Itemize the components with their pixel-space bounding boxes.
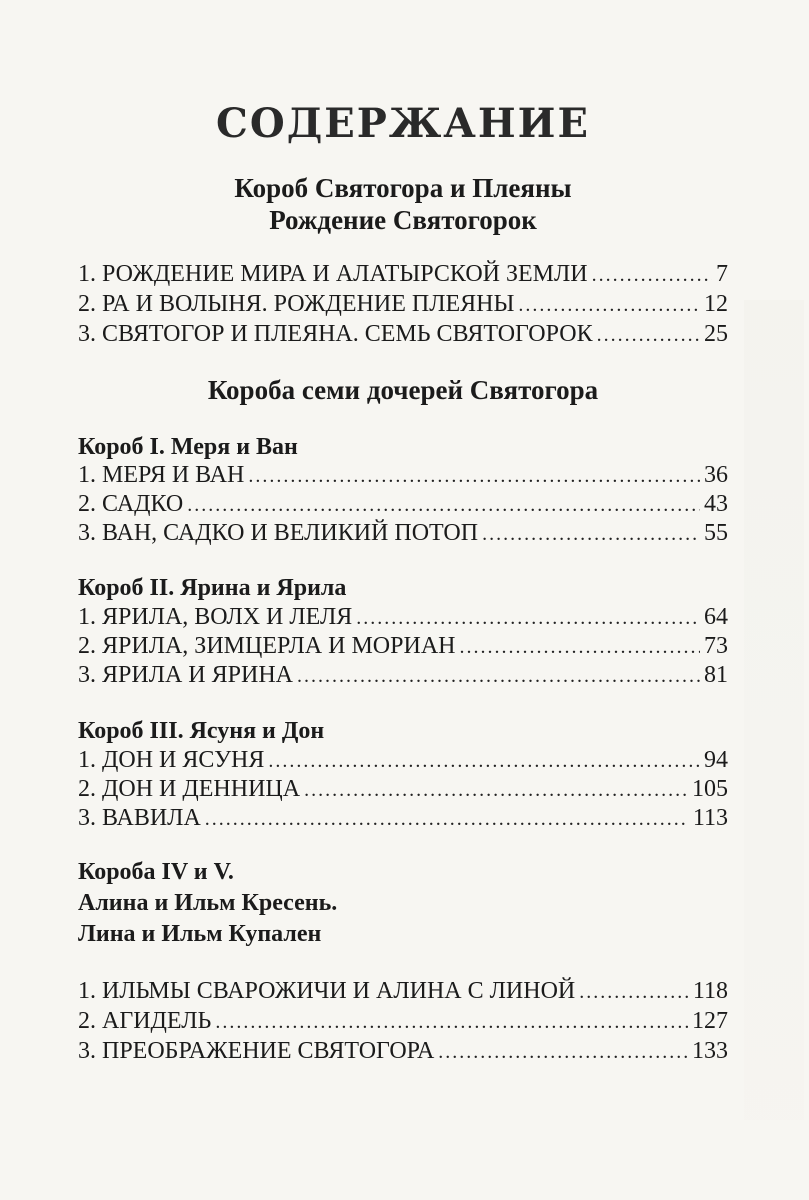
entry-title: ВАВИЛА [102, 805, 201, 831]
entry-number: 3. [78, 520, 96, 546]
entry-number: 2. [78, 776, 96, 802]
box-title: Короб III. Ясуня и Дон [78, 718, 325, 744]
entry-number: 3. [78, 662, 96, 688]
entry-title: ВАН, САДКО И ВЕЛИКИЙ ПОТОП [102, 520, 479, 546]
toc-page [78, 0, 728, 1200]
entry-page: 113 [692, 805, 728, 831]
toc-entry[interactable] [78, 803, 728, 833]
entry-title: ИЛЬМЫ СВАРОЖИЧИ И АЛИНА С ЛИНОЙ [102, 978, 576, 1004]
box-title: Короб II. Ярина и Ярила [78, 575, 347, 601]
entry-title: ДОН И ЯСУНЯ [102, 747, 265, 773]
entry-number: 2. [78, 291, 96, 317]
entry-page: 127 [692, 1008, 728, 1034]
box-title: Короб I. Меря и Ван [78, 434, 298, 460]
toc-entry[interactable] [78, 1006, 728, 1036]
dot-leader [579, 977, 689, 1007]
entry-title: СВЯТОГОР И ПЛЕЯНА. СЕМЬ СВЯТОГОРОК [102, 321, 593, 347]
entry-number: 3. [78, 1038, 96, 1064]
entry-number: 3. [78, 321, 96, 347]
toc-entry[interactable] [78, 774, 728, 804]
toc-entry[interactable] [78, 460, 728, 490]
entry-title: АГИДЕЛЬ [102, 1008, 212, 1034]
box-title-line-3: Лина и Ильм Купален [78, 921, 322, 947]
entry-title: ЯРИЛА, ЗИМЦЕРЛА И МОРИАН [102, 633, 456, 659]
entry-number: 1. [78, 261, 96, 287]
dot-leader [459, 632, 700, 662]
entry-number: 2. [78, 633, 96, 659]
entry-title: САДКО [102, 491, 184, 517]
entry-page: 81 [704, 662, 728, 688]
toc-entry[interactable] [78, 660, 728, 690]
box-title-line-1: Короба IV и V. [78, 859, 234, 885]
toc-entry[interactable] [78, 976, 728, 1006]
toc-entry[interactable] [78, 602, 728, 632]
toc-entry[interactable] [78, 1036, 728, 1066]
entry-number: 1. [78, 462, 96, 488]
entry-title: ПРЕОБРАЖЕНИЕ СВЯТОГОРА [102, 1038, 435, 1064]
toc-entry[interactable] [78, 631, 728, 661]
entry-page: 25 [704, 321, 728, 347]
entry-number: 1. [78, 747, 96, 773]
dot-leader [248, 461, 700, 491]
dot-leader [592, 260, 712, 290]
bleed-through-texture [744, 300, 804, 1120]
dot-leader [205, 804, 689, 834]
entry-title: ДОН И ДЕННИЦА [102, 776, 301, 802]
entry-title: ЯРИЛА, ВОЛХ И ЛЕЛЯ [102, 604, 353, 630]
dot-leader [215, 1007, 688, 1037]
dot-leader [304, 775, 688, 805]
dot-leader [356, 603, 700, 633]
toc-entry[interactable] [78, 259, 728, 289]
dot-leader [518, 290, 700, 320]
toc-entry[interactable] [78, 745, 728, 775]
entry-page: 36 [704, 462, 728, 488]
entry-page: 55 [704, 520, 728, 546]
entry-number: 2. [78, 491, 96, 517]
entry-title: РОЖДЕНИЕ МИРА И АЛАТЫРСКОЙ ЗЕМЛИ [102, 261, 588, 287]
entry-title: ЯРИЛА И ЯРИНА [102, 662, 293, 688]
entry-number: 2. [78, 1008, 96, 1034]
entry-number: 1. [78, 604, 96, 630]
toc-entry[interactable] [78, 289, 728, 319]
entry-page: 118 [692, 978, 728, 1004]
box-title-line-2: Алина и Ильм Кресень. [78, 890, 338, 916]
section-heading-2: Короба семи дочерей Святогора [207, 375, 599, 405]
dot-leader [482, 519, 700, 549]
entry-number: 1. [78, 978, 96, 1004]
dot-leader [597, 320, 700, 350]
page-title: СОДЕРЖАНИЕ [216, 100, 590, 147]
dot-leader [438, 1037, 688, 1067]
entry-title: РА И ВОЛЫНЯ. РОЖДЕНИЕ ПЛЕЯНЫ [102, 291, 515, 317]
dot-leader [297, 661, 700, 691]
entry-page: 73 [704, 633, 728, 659]
dot-leader [268, 746, 700, 776]
entry-page: 94 [704, 747, 728, 773]
entry-number: 3. [78, 805, 96, 831]
toc-entry[interactable] [78, 319, 728, 349]
entry-title: МЕРЯ И ВАН [102, 462, 245, 488]
section-heading-1-line-1: Короб Святогора и Плеяны [234, 173, 572, 203]
entry-page: 105 [692, 776, 728, 802]
entry-page: 12 [704, 291, 728, 317]
entry-page: 133 [692, 1038, 728, 1064]
toc-entry[interactable] [78, 489, 728, 519]
section-heading-1-line-2: Рождение Святогорок [269, 205, 537, 235]
dot-leader [187, 490, 700, 520]
toc-entry[interactable] [78, 518, 728, 548]
entry-page: 43 [704, 491, 728, 517]
entry-page: 64 [704, 604, 728, 630]
entry-page: 7 [716, 261, 728, 287]
